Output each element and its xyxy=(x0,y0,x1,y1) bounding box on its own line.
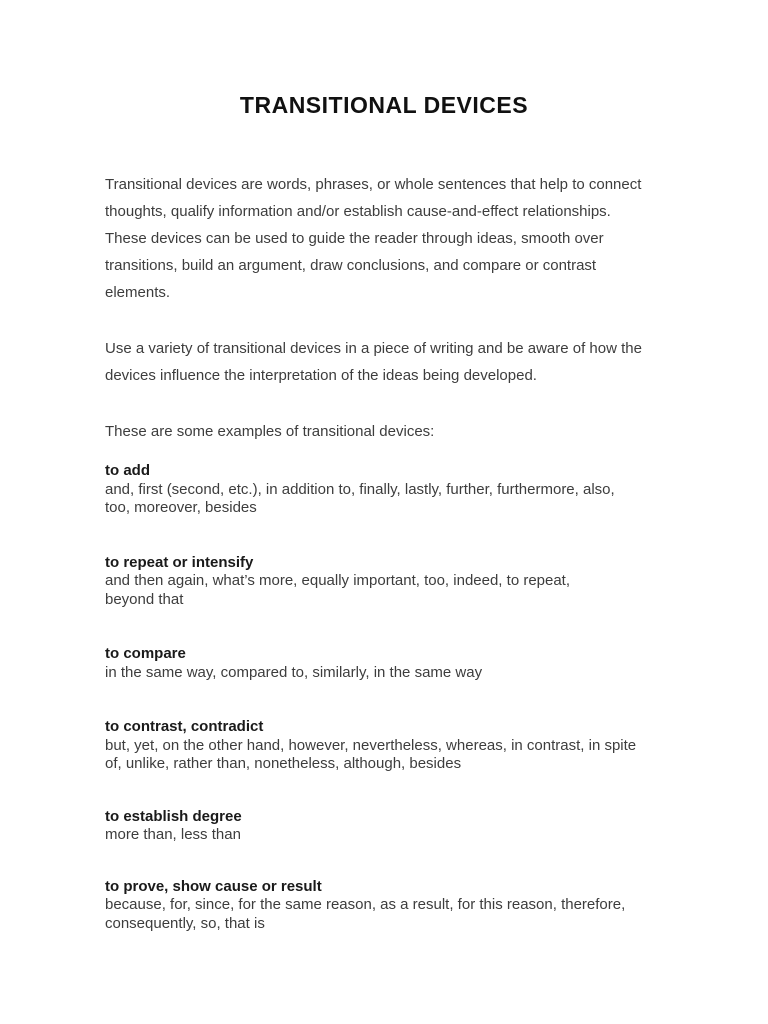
section-to-prove-show-cause-or-result xyxy=(105,878,768,934)
section-line: more than, less than xyxy=(105,826,241,843)
section-heading: to contrast, contradict xyxy=(105,718,264,735)
paragraph-line: elements. xyxy=(105,284,171,301)
section-heading: to establish degree xyxy=(105,807,242,825)
section-to-compare xyxy=(105,645,768,682)
intro-paragraph-2 xyxy=(105,335,768,389)
section-heading: to add xyxy=(105,462,150,479)
section-line: consequently, so, that is xyxy=(105,914,265,932)
section-line: and then again, what’s more, equally important, too, indeed, to repeat, xyxy=(105,572,571,589)
section-heading: to repeat or intensify xyxy=(105,553,254,571)
section-line: but, yet, on the other hand, however, nevertheless, whereas, in contrast, in spite xyxy=(105,736,637,754)
section-to-contrast-contradict xyxy=(105,718,768,774)
section-line: because, for, since, for the same reason, as a result, for this reason, therefore, xyxy=(105,896,626,913)
section-to-add xyxy=(105,462,768,518)
section-line: and, first (second, etc.), in addition to, finally, lastly, further, furthermore, also, xyxy=(105,480,615,498)
section-line: of, unlike, rather than, nonetheless, although, besides xyxy=(105,755,462,772)
intro-paragraph-1 xyxy=(105,171,768,306)
page-title: TRANSITIONAL DEVICES xyxy=(239,92,529,118)
section-heading: to compare xyxy=(105,645,186,662)
section-to-establish-degree xyxy=(105,808,768,845)
section-heading: to prove, show cause or result xyxy=(105,877,322,895)
paragraph-line: These are some examples of transitional devices: xyxy=(105,423,435,440)
paragraph-line: These devices can be used to guide the reader through ideas, smooth over xyxy=(105,230,604,247)
paragraph-line: Use a variety of transitional devices in a piece of writing and be aware of how the xyxy=(105,340,642,357)
section-to-repeat-or-intensify xyxy=(105,554,768,610)
paragraph-line: transitions, build an argument, draw conclusions, and compare or contrast xyxy=(105,257,597,274)
section-line: beyond that xyxy=(105,590,184,608)
paragraph-line: Transitional devices are words, phrases, or whole sentences that help to connect xyxy=(105,176,642,193)
paragraph-line: devices influence the interpretation of the ideas being developed. xyxy=(105,367,537,384)
paragraph-line: thoughts, qualify information and/or establish cause-and-effect relationships. xyxy=(105,203,611,220)
section-line: in the same way, compared to, similarly, in the same way xyxy=(105,663,483,681)
section-line: too, moreover, besides xyxy=(105,499,257,516)
examples-intro xyxy=(105,418,768,445)
